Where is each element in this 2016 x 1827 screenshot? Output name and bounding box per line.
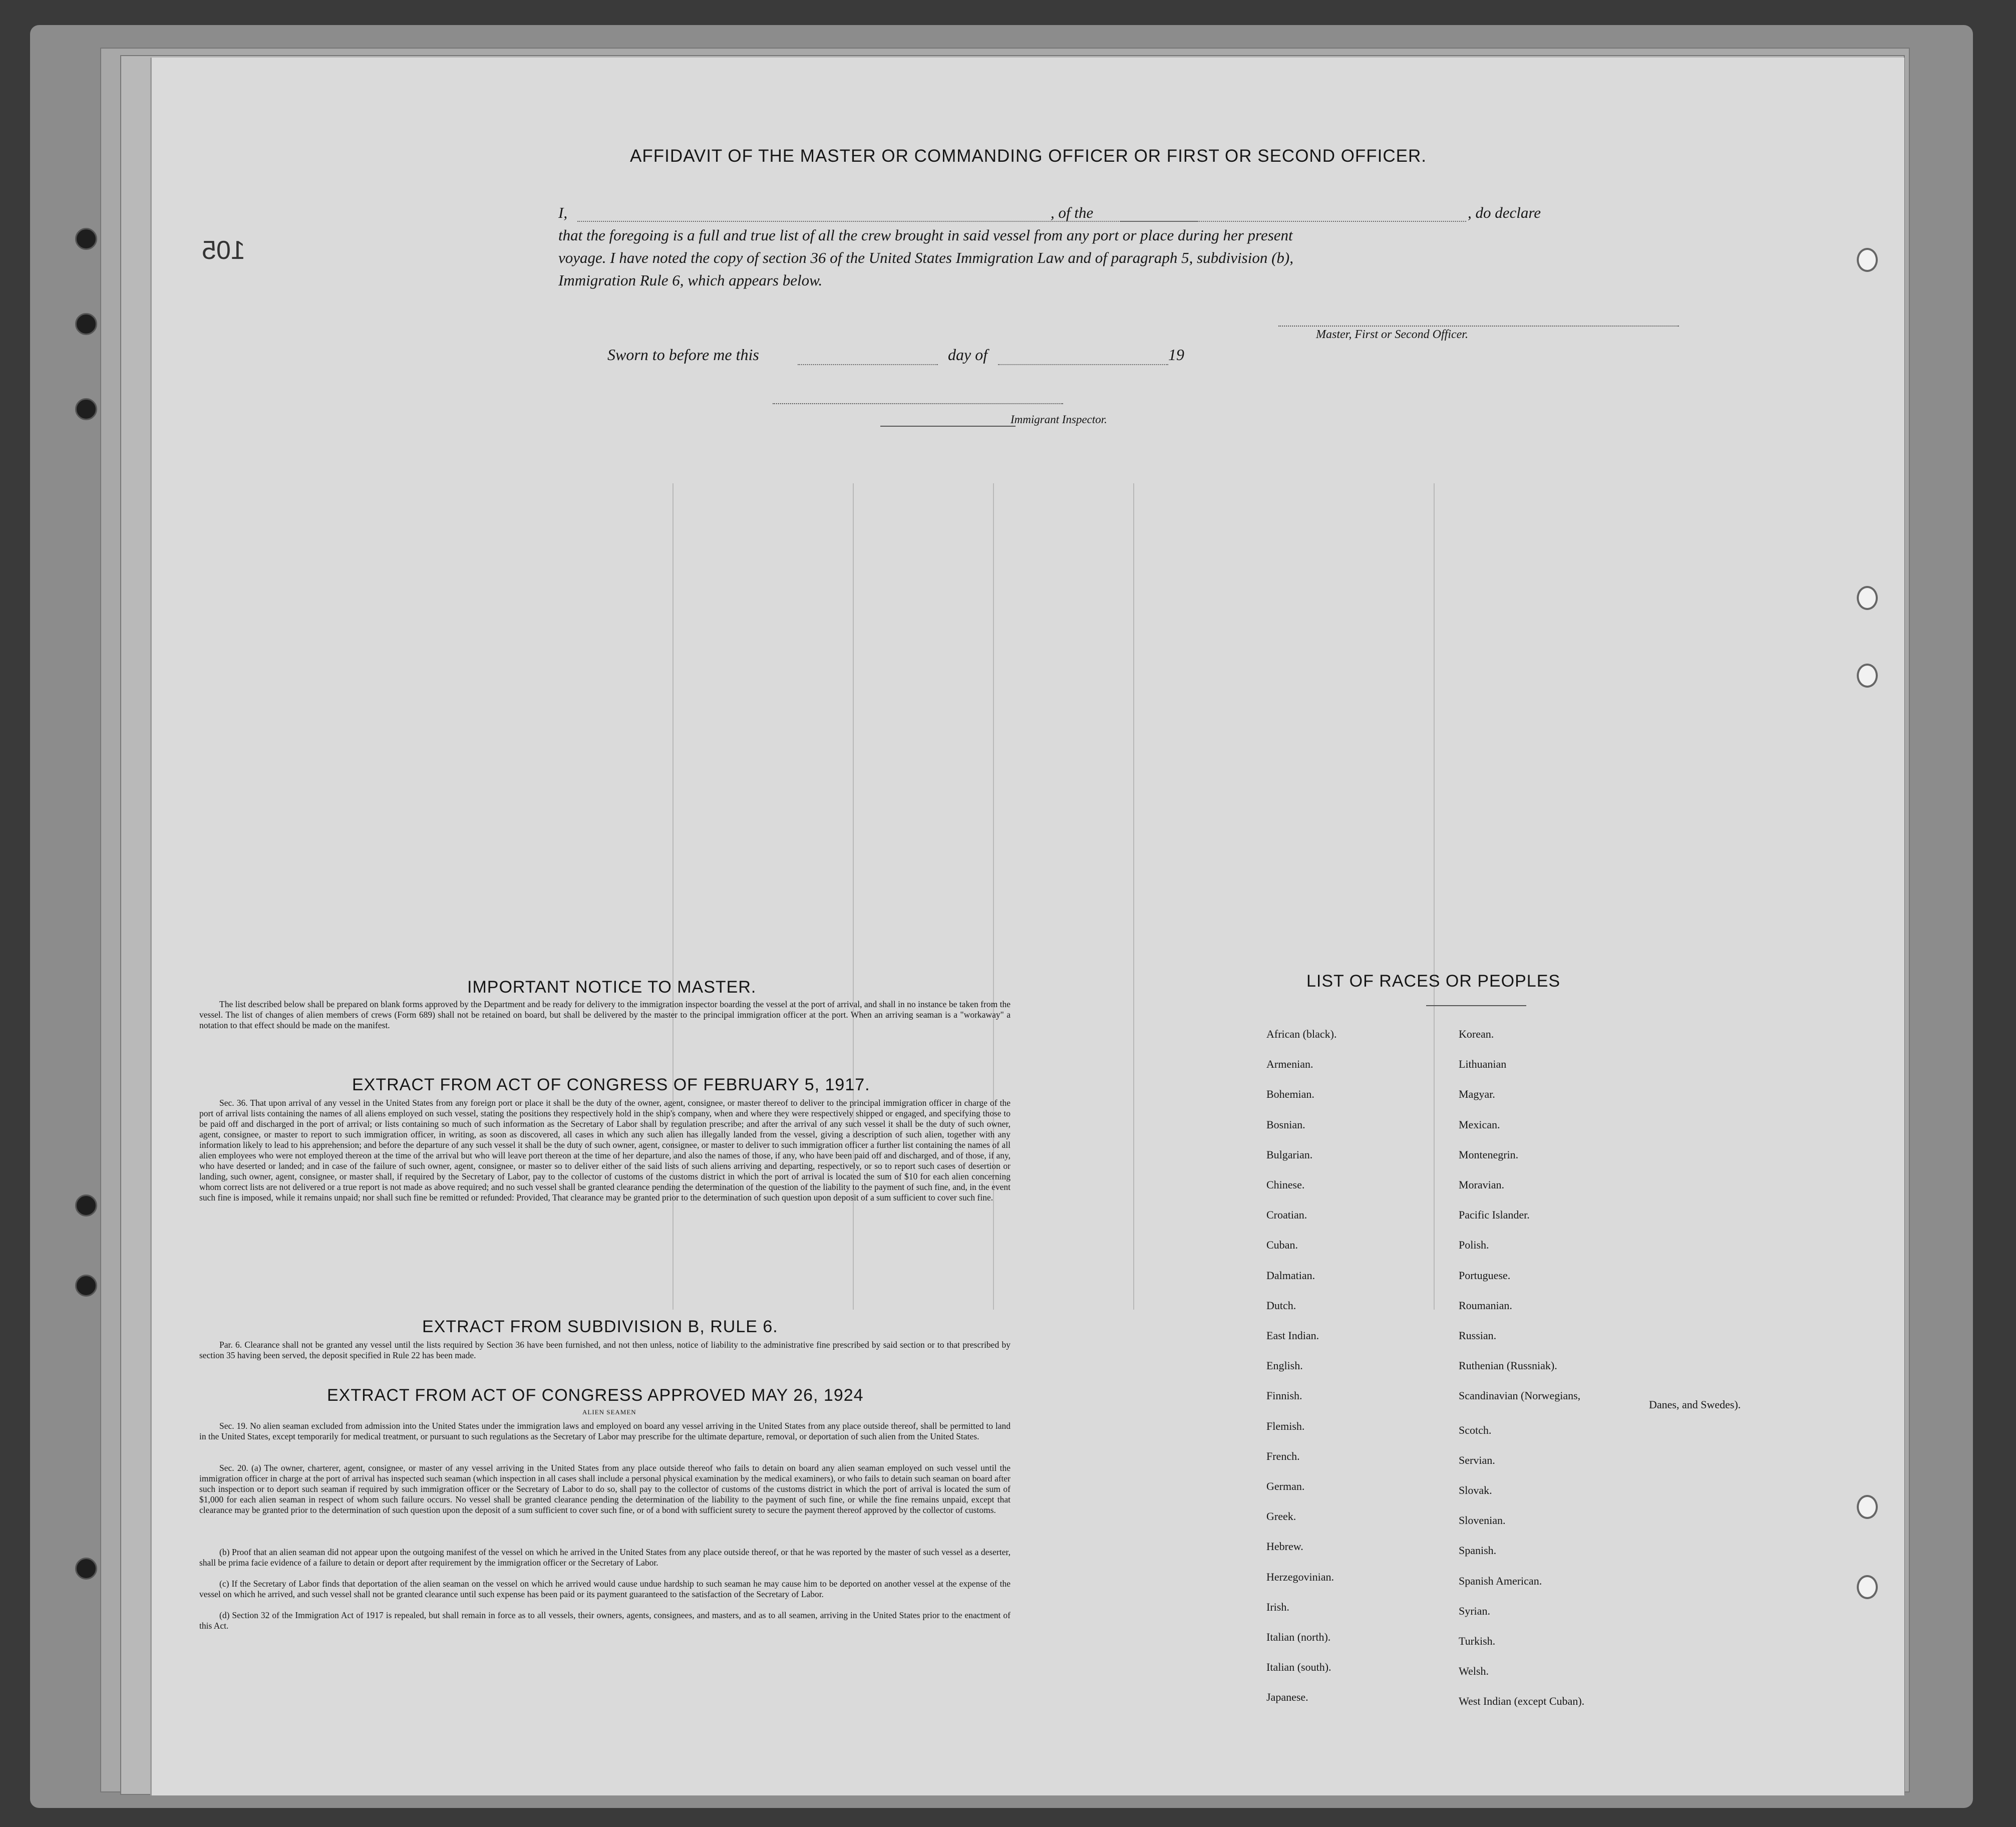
race-item: Flemish. (1266, 1419, 1305, 1432)
race-item-continuation: Danes, and Swedes). (1649, 1398, 1741, 1411)
master-signature-line (1278, 326, 1679, 327)
race-item: Cuban. (1266, 1239, 1298, 1252)
binder-hole-icon (75, 398, 97, 420)
affidavit-i: I, (558, 204, 568, 221)
race-item: Polish. (1459, 1239, 1489, 1252)
race-item: West Indian (except Cuban). (1459, 1695, 1585, 1708)
binder-hole-icon (75, 1275, 97, 1297)
inspector-blank-2 (880, 426, 1016, 427)
race-item: African (black). (1266, 1028, 1337, 1040)
extract-1924-sec19: Sec. 19. No alien seaman excluded from admission into the United States under the immigration laws and employed on board any vessel arriving in the United States from any place outside thereof, shall be permitted to land in the United States, except temporarily for medical treatment, or pursuant to such regulations as the Secretary of Labor may prescribe for the ultimate departure, removal, or deportation of such alien from the United States. (199, 1421, 1011, 1441)
binder-ring-icon (1857, 586, 1878, 610)
race-item: Montenegrin. (1459, 1148, 1519, 1161)
race-item: French. (1266, 1449, 1300, 1462)
race-item: Dutch. (1266, 1299, 1296, 1312)
vessel-blank (1121, 221, 1466, 222)
race-item: Mexican. (1459, 1118, 1500, 1131)
affidavit-title: AFFIDAVIT OF THE MASTER OR COMMANDING OFFICER OR FIRST OR SECOND OFFICER. (630, 146, 1427, 166)
race-item: Spanish American. (1459, 1574, 1542, 1587)
sworn-month-blank (998, 364, 1168, 365)
notice-text: The list described below shall be prepared on blank forms approved by the Department and be ready for delivery to the immigration inspector boarding the vessel at the port of arrival, and shall in no instance be taken from the vessel. The list of changes of alien members of crews (Form 689) shall not be retained on board, but shall be delivered by the master to the principal immigration officer at the port. When an arriving seaman is a "workaway" a notation to that effect should be made on the manifest. (199, 999, 1011, 1030)
race-item: Korean. (1459, 1028, 1494, 1040)
race-item: Servian. (1459, 1453, 1495, 1466)
race-item: Spanish. (1459, 1544, 1497, 1557)
binder-ring-icon (1857, 1575, 1878, 1599)
race-item: Bosnian. (1266, 1118, 1305, 1131)
extract-1924-subtitle: ALIEN SEAMEN (582, 1408, 636, 1416)
race-item: Slovenian. (1459, 1514, 1506, 1527)
race-item: Ruthenian (Russniak). (1459, 1359, 1557, 1372)
race-item: Syrian. (1459, 1604, 1490, 1617)
binder-hole-icon (75, 1194, 97, 1216)
sworn-day: day of (948, 346, 988, 364)
extract-1924-sec20a: Sec. 20. (a) The owner, charterer, agent, consignee, or master of any vessel arriving in the United States from any place outside thereof who fails to detain on board any alien seaman employed on such vessel until the immigration officer in charge at the port of arrival has inspected such seaman (which inspection in all cases shall include a personal physical examination by the medical examiners), or who fails to detain such seaman on board after such inspection or to deport such seaman if required by such immigration officer or the Secretary of Labor to do so, shall pay to the collector of customs of the customs district in which the port of arrival is located the sum of $1,000 for each alien seaman in respect of whom such failure occurs. No vessel shall be granted clearance pending the determination of the liability to the payment of such fine, or while the fine remains unpaid, except that clearance may be granted prior to the determination of such question upon the deposit of a sum sufficient to cover such fine, or of a bond with sufficient surety to secure the payment thereof approved by the collector of customs. (199, 1463, 1011, 1515)
affidavit-line-2: that the foregoing is a full and true list of all the crew brought in said vessel from any port or place during her present (558, 226, 1293, 244)
bleed-through-rule (1133, 483, 1134, 1310)
race-item: Italian (south). (1266, 1661, 1331, 1674)
race-item: Magyar. (1459, 1088, 1495, 1101)
race-item: Roumanian. (1459, 1299, 1512, 1312)
extract-1924-sec20c: (c) If the Secretary of Labor finds that deportation of the alien seaman on the vessel on which he arrived would cause undue hardship to such seaman he may cause him to be deported on another vessel at the expense of the vessel on which he arrived, and such vessel shall not be granted clearance until such expense has been paid or its payment guaranteed to the satisfaction of the Secretary of Labor. (199, 1579, 1011, 1599)
race-item: Chinese. (1266, 1178, 1305, 1191)
race-item: Portuguese. (1459, 1269, 1511, 1282)
race-item: Bohemian. (1266, 1088, 1314, 1101)
race-item: Scotch. (1459, 1423, 1492, 1436)
race-item: Dalmatian. (1266, 1269, 1315, 1282)
extract-1924-sec20b: (b) Proof that an alien seaman did not appear upon the outgoing manifest of the vessel on which he arrived in the United States from any place outside thereof, or that he was reported by the master of such vessel as a deserter, shall be prima facie evidence of a failure to detain or deport after requirement by the immigration officer or the Secretary of Labor. (199, 1547, 1011, 1568)
binder-ring-icon (1857, 1495, 1878, 1519)
inspector-blank-1 (773, 403, 1063, 404)
inspector-label: Immigrant Inspector. (1011, 413, 1107, 426)
extract-rule6-text: Par. 6. Clearance shall not be granted any vessel until the lists required by Section 36 have been furnished, and not then unless, notice of liability to the administrative fine prescribed by said section or to that prescribed by section 35 having been served, the deposit specified in Rule 22 has been made. (199, 1340, 1011, 1360)
race-item: Pacific Islander. (1459, 1208, 1530, 1222)
race-item: Turkish. (1459, 1635, 1496, 1647)
binder-ring-icon (1857, 664, 1878, 688)
bleed-through-rule (1434, 483, 1435, 1310)
race-item: Russian. (1459, 1329, 1497, 1342)
sworn-date-blank (798, 364, 938, 365)
extract-1924-title: EXTRACT FROM ACT OF CONGRESS APPROVED MAY 26, 1924 (327, 1386, 864, 1405)
races-title-rule (1426, 1005, 1526, 1006)
race-item: Slovak. (1459, 1484, 1492, 1496)
binder-hole-icon (75, 1558, 97, 1580)
affidavit-line-4: Immigration Rule 6, which appears below. (558, 271, 823, 289)
race-item: Welsh. (1459, 1665, 1489, 1678)
extract-1924-sec20d: (d) Section 32 of the Immigration Act of 1917 is repealed, but shall remain in force as to all vessels, their owners, agents, consignees, and masters, and as to all seamen, arriving in the United States prior to the enactment of this Act. (199, 1610, 1011, 1631)
race-item: Moravian. (1459, 1178, 1505, 1191)
affidavit-line-3: voyage. I have noted the copy of section 36 of the United States Immigration Law and of paragraph 5, subdivision (b), (558, 249, 1293, 266)
page-number: 105 (202, 236, 245, 265)
extract-1917-title: EXTRACT FROM ACT OF CONGRESS OF FEBRUARY 5, 1917. (352, 1075, 870, 1094)
race-item: German. (1266, 1480, 1305, 1492)
sworn-prefix: Sworn to before me this (607, 346, 759, 364)
race-item: Irish. (1266, 1600, 1289, 1613)
notice-title: IMPORTANT NOTICE TO MASTER. (467, 978, 757, 997)
race-item: Herzegovinian. (1266, 1570, 1334, 1583)
race-item: Lithuanian (1459, 1058, 1507, 1071)
binder-hole-icon (75, 313, 97, 335)
affidavit-declare: , do declare (1468, 204, 1541, 221)
manifest-page (150, 58, 1904, 1795)
race-item: Italian (north). (1266, 1631, 1331, 1643)
races-title: LIST OF RACES OR PEOPLES (1306, 972, 1561, 991)
race-item: Finnish. (1266, 1389, 1302, 1402)
master-label: Master, First or Second Officer. (1316, 328, 1468, 341)
binder-hole-icon (75, 228, 97, 250)
extract-1917-text: Sec. 36. That upon arrival of any vessel in the United States from any foreign port or place it shall be the duty of the owner, agent, consignee, or master thereof to deliver to the principal immigration officer in charge of the port of arrival lists containing the names of all aliens employed on such vessel, stating the positions they respectively hold in the ship's company, when and where they were respectively shipped or engaged, and specifying those to be paid off and discharged in the port of arrival; or lists containing so much of such information as the Secretary of Labor shall by regulation prescribe; and after the arrival of any such vessel it shall be the duty of such owner, agent, consignee, or master to report to such immigration officer, in writing, as soon as discovered, all cases in which any such alien has illegally landed from the vessel, giving a description of such alien, together with any information likely to lead to his apprehension; and before the departure of any such vessel it shall be the duty of such owner, agent, consignee, or master to deliver to such immigration officer a further list containing the names of all alien employees who were not employed thereon at the time of the arrival but who will leave port thereon at the time of her departure, and also the names of those, if any, who have been paid off and discharged, and of those, if any, who have deserted or landed; and in case of the failure of such owner, agent, consignee, or master so to deliver either of the said lists of such aliens arriving and departing, respectively, or so to report such cases of desertion or landing, such owner, agent, consignee, or master shall, if required by the Secretary of Labor, pay to the collector of customs of the customs district in which the port of arrival is located the sum of $10 for each alien concerning whom correct lists are not delivered or a true report is not made as above required; and no such vessel shall be granted clearance pending the determination of the question of the liability to the payment of such fine, and, in the event such fine is imposed, while it remains unpaid; nor shall such fine be remitted or refunded: Provided, That clearance may be granted prior to the determination of such question upon deposit of a sum sufficient to cover such fine. (199, 1098, 1011, 1202)
race-item: Bulgarian. (1266, 1148, 1313, 1161)
race-item: Armenian. (1266, 1058, 1313, 1071)
race-item: Croatian. (1266, 1208, 1307, 1222)
sworn-year: 19 (1168, 346, 1184, 364)
race-item: English. (1266, 1359, 1303, 1372)
extract-rule6-title: EXTRACT FROM SUBDIVISION B, RULE 6. (422, 1317, 778, 1336)
affidavit-of-the: , of the (1051, 204, 1094, 221)
name-blank (577, 221, 1198, 222)
race-item: East Indian. (1266, 1329, 1319, 1342)
binder-ring-icon (1857, 248, 1878, 272)
race-item: Hebrew. (1266, 1540, 1303, 1553)
race-item: Japanese. (1266, 1691, 1308, 1704)
race-item: Greek. (1266, 1510, 1296, 1523)
race-item: Scandinavian (Norwegians, (1459, 1389, 1581, 1402)
